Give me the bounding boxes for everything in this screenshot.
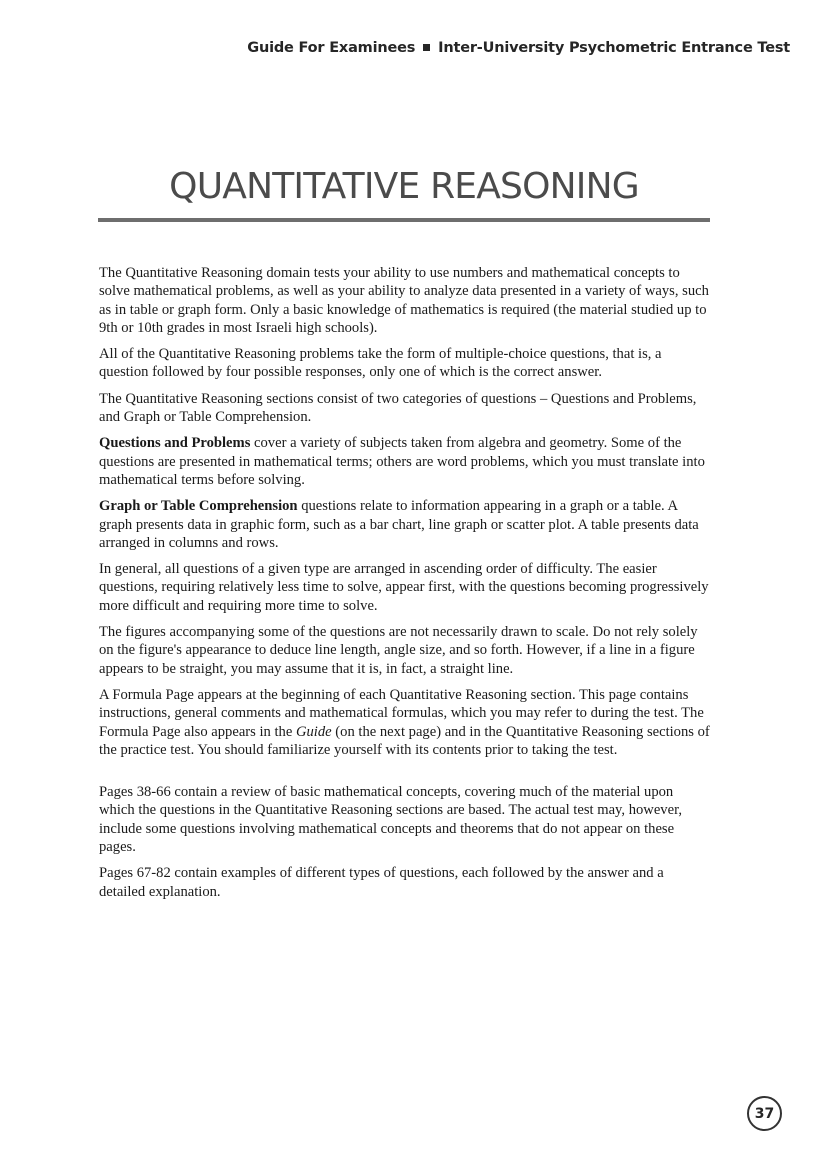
formula-page-text-b: (on the next page) and in the Quantitative Reasoning sections of the practice test. You should familiarize yourself with its contents prior to taking the test. xyxy=(99,723,710,758)
paragraph-review-pages: Pages 38-66 contain a review of basic mathematical concepts, covering much of the material upon which the questions in the Quantitative Reasoning sections are based. The actual test may, however, include some questions involving mathematical concepts and theorems that do not appear on these pages. xyxy=(99,784,683,856)
paragraph-difficulty: In general, all questions of a given type are arranged in ascending order of difficulty. The easier questions, requiring relatively less time to solve, appear first, with the questions becoming progressively more difficult and requiring more time to solve. xyxy=(99,561,709,614)
guide-emphasis: Guide xyxy=(295,723,332,740)
header-guide-title: Guide For Examinees xyxy=(247,40,416,56)
square-bullet-icon xyxy=(423,44,430,51)
body-text xyxy=(99,264,711,909)
term-questions-problems: Questions and Problems xyxy=(99,435,251,452)
paragraph-formula-page xyxy=(99,686,711,759)
paragraph-graph-table-text: questions relate to information appearing in a graph or a table. A graph presents data in graphic form, such as a bar chart, line graph or scatter plot. A table presents data arranged in columns and rows. xyxy=(99,498,699,551)
formula-page-text-a: A Formula Page appears at the beginning of each Quantitative Reasoning section. This page contains instructions, general comments and mathematical formulas, which you may refer to during the test. The Formula Page also appears in the xyxy=(99,686,704,740)
page-number-badge xyxy=(747,1096,782,1131)
paragraph-categories: The Quantitative Reasoning sections consist of two categories of questions – Questions and Problems, and Graph or Table Comprehension. xyxy=(99,390,697,426)
paragraph-questions-problems xyxy=(99,434,711,489)
header-test-title: Inter-University Psychometric Entrance Test xyxy=(438,40,790,56)
running-header xyxy=(247,40,790,56)
paragraph-questions-problems-text: cover a variety of subjects taken from algebra and geometry. Some of the questions are presented in mathematical terms; others are word problems, which you must translate into mathematical terms before solving. xyxy=(99,435,705,488)
page-number: 37 xyxy=(754,1105,775,1122)
paragraph-multiple-choice: All of the Quantitative Reasoning problems take the form of multiple-choice questions, that is, a question followed by four possible responses, only one of which is the correct answer. xyxy=(99,346,662,381)
paragraph-example-pages: Pages 67-82 contain examples of different types of questions, each followed by the answer and a detailed explanation. xyxy=(99,865,664,900)
term-graph-table: Graph or Table Comprehension xyxy=(99,498,298,515)
paragraph-intro: The Quantitative Reasoning domain tests your ability to use numbers and mathematical concepts to solve mathematical problems, as well as your ability to analyze data presented in a variety of ways, such as in table or graph form. Only a basic knowledge of mathematics is required (the material studied up to 9th or 10th grades in most Israeli high schools). xyxy=(99,265,709,336)
paragraph-figures: The figures accompanying some of the questions are not necessarily drawn to scale. Do not rely solely on the figure's appearance to deduce line length, angle size, and so forth. However, if a line in a figure appears to be straight, you may assume that it is, in fact, a straight line. xyxy=(99,624,698,677)
paragraph-graph-table xyxy=(99,497,711,552)
title-underline xyxy=(98,218,710,222)
page-title: QUANTITATIVE REASONING xyxy=(169,166,639,207)
